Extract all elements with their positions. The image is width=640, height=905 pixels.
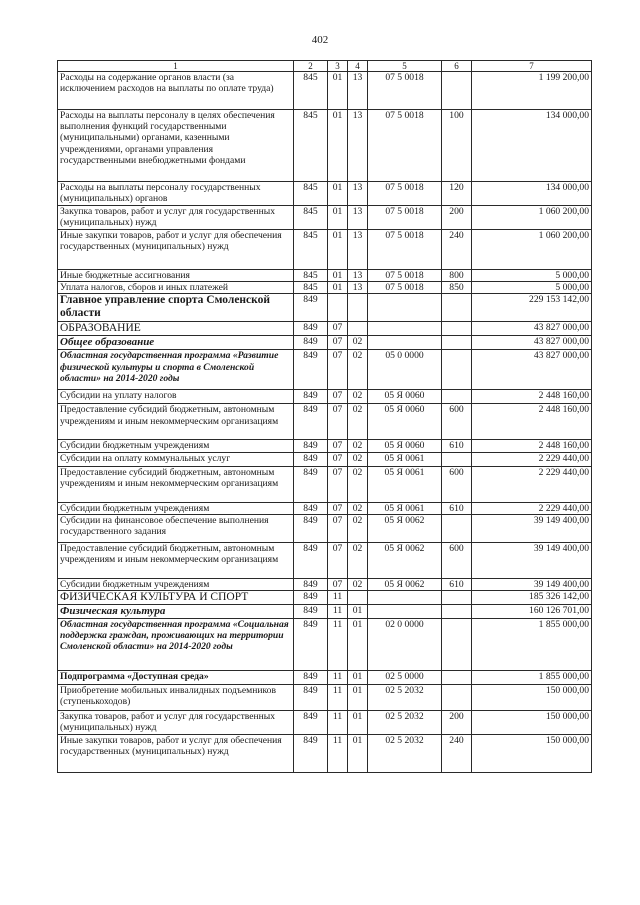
column-number-row bbox=[58, 61, 592, 72]
table-row bbox=[58, 542, 592, 578]
admin-code-cell: 849 bbox=[294, 466, 328, 502]
expense-type-cell: 240 bbox=[442, 230, 472, 270]
table-row bbox=[58, 336, 592, 350]
budget-table bbox=[57, 60, 592, 773]
admin-code-cell: 849 bbox=[294, 735, 328, 773]
amount-cell: 43 827 000,00 bbox=[472, 350, 592, 390]
amount-cell: 5 000,00 bbox=[472, 270, 592, 282]
expense-type-cell: 600 bbox=[442, 542, 472, 578]
table-row bbox=[58, 711, 592, 735]
row-name-cell: Субсидии на оплату коммунальных услуг bbox=[58, 452, 294, 466]
amount-cell: 185 326 142,00 bbox=[472, 591, 592, 605]
admin-code-cell: 849 bbox=[294, 685, 328, 711]
expense-type-cell bbox=[442, 294, 472, 322]
subsection-code-cell: 02 bbox=[348, 542, 368, 578]
row-name-cell: Субсидии бюджетным учреждениям bbox=[58, 578, 294, 590]
row-name-cell: Физическая культура bbox=[58, 605, 294, 619]
subsection-code-cell: 13 bbox=[348, 282, 368, 294]
table-row bbox=[58, 671, 592, 685]
expense-type-cell: 200 bbox=[442, 206, 472, 230]
subsection-code-cell: 02 bbox=[348, 466, 368, 502]
admin-code-cell: 849 bbox=[294, 440, 328, 452]
table-row bbox=[58, 350, 592, 390]
section-code-cell: 01 bbox=[328, 282, 348, 294]
target-article-cell: 05 Я 0060 bbox=[368, 404, 442, 440]
column-header: 4 bbox=[348, 61, 368, 72]
column-header: 6 bbox=[442, 61, 472, 72]
section-code-cell: 01 bbox=[328, 206, 348, 230]
target-article-cell: 05 Я 0061 bbox=[368, 502, 442, 514]
section-code-cell: 11 bbox=[328, 711, 348, 735]
section-code-cell: 07 bbox=[328, 514, 348, 542]
column-header: 3 bbox=[328, 61, 348, 72]
admin-code-cell: 849 bbox=[294, 578, 328, 590]
row-name-cell: Субсидии бюджетным учреждениям bbox=[58, 440, 294, 452]
table-row bbox=[58, 452, 592, 466]
amount-cell: 2 229 440,00 bbox=[472, 452, 592, 466]
admin-code-cell: 849 bbox=[294, 605, 328, 619]
row-name-cell: Общее образование bbox=[58, 336, 294, 350]
amount-cell: 160 126 701,00 bbox=[472, 605, 592, 619]
table-row bbox=[58, 206, 592, 230]
expense-type-cell: 100 bbox=[442, 110, 472, 182]
section-code-cell: 07 bbox=[328, 502, 348, 514]
target-article-cell: 02 5 2032 bbox=[368, 685, 442, 711]
table-row bbox=[58, 270, 592, 282]
expense-type-cell bbox=[442, 390, 472, 404]
section-code-cell: 07 bbox=[328, 336, 348, 350]
target-article-cell bbox=[368, 591, 442, 605]
table-row bbox=[58, 578, 592, 590]
admin-code-cell: 849 bbox=[294, 542, 328, 578]
amount-cell: 134 000,00 bbox=[472, 182, 592, 206]
section-code-cell: 01 bbox=[328, 270, 348, 282]
amount-cell: 150 000,00 bbox=[472, 735, 592, 773]
column-header: 1 bbox=[58, 61, 294, 72]
section-code-cell: 11 bbox=[328, 671, 348, 685]
section-code-cell: 07 bbox=[328, 542, 348, 578]
column-header: 5 bbox=[368, 61, 442, 72]
section-code-cell: 01 bbox=[328, 182, 348, 206]
expense-type-cell bbox=[442, 591, 472, 605]
row-name-cell: Предоставление субсидий бюджетным, автономным учреждениям и иным некоммерческим организациям bbox=[58, 404, 294, 440]
admin-code-cell: 849 bbox=[294, 671, 328, 685]
subsection-code-cell: 13 bbox=[348, 72, 368, 110]
amount-cell: 2 448 160,00 bbox=[472, 404, 592, 440]
table-row bbox=[58, 390, 592, 404]
admin-code-cell: 845 bbox=[294, 282, 328, 294]
table-row bbox=[58, 440, 592, 452]
admin-code-cell: 849 bbox=[294, 294, 328, 322]
admin-code-cell: 849 bbox=[294, 619, 328, 671]
expense-type-cell: 800 bbox=[442, 270, 472, 282]
subsection-code-cell bbox=[348, 294, 368, 322]
expense-type-cell: 200 bbox=[442, 711, 472, 735]
subsection-code-cell: 01 bbox=[348, 671, 368, 685]
row-name-cell: Иные закупки товаров, работ и услуг для обеспечения государственных (муниципальных) нужд bbox=[58, 230, 294, 270]
amount-cell: 5 000,00 bbox=[472, 282, 592, 294]
amount-cell: 1 855 000,00 bbox=[472, 619, 592, 671]
section-code-cell: 11 bbox=[328, 735, 348, 773]
target-article-cell: 02 5 2032 bbox=[368, 735, 442, 773]
section-code-cell: 07 bbox=[328, 404, 348, 440]
target-article-cell: 07 5 0018 bbox=[368, 182, 442, 206]
admin-code-cell: 849 bbox=[294, 452, 328, 466]
section-code-cell: 01 bbox=[328, 110, 348, 182]
section-code-cell: 07 bbox=[328, 466, 348, 502]
amount-cell: 134 000,00 bbox=[472, 110, 592, 182]
target-article-cell: 05 Я 0060 bbox=[368, 390, 442, 404]
admin-code-cell: 849 bbox=[294, 514, 328, 542]
subsection-code-cell: 01 bbox=[348, 685, 368, 711]
section-code-cell: 11 bbox=[328, 685, 348, 711]
subsection-code-cell: 13 bbox=[348, 110, 368, 182]
admin-code-cell: 849 bbox=[294, 502, 328, 514]
target-article-cell bbox=[368, 322, 442, 336]
admin-code-cell: 849 bbox=[294, 404, 328, 440]
table-row bbox=[58, 735, 592, 773]
amount-cell: 2 448 160,00 bbox=[472, 440, 592, 452]
page-number: 402 bbox=[311, 34, 329, 46]
subsection-code-cell: 02 bbox=[348, 390, 368, 404]
subsection-code-cell: 02 bbox=[348, 514, 368, 542]
table-body bbox=[58, 72, 592, 773]
target-article-cell: 02 5 2032 bbox=[368, 711, 442, 735]
row-name-cell: Уплата налогов, сборов и иных платежей bbox=[58, 282, 294, 294]
subsection-code-cell: 13 bbox=[348, 206, 368, 230]
amount-cell: 2 229 440,00 bbox=[472, 502, 592, 514]
table-row bbox=[58, 230, 592, 270]
target-article-cell: 05 Я 0062 bbox=[368, 542, 442, 578]
table-row bbox=[58, 591, 592, 605]
section-code-cell: 11 bbox=[328, 619, 348, 671]
amount-cell: 2 448 160,00 bbox=[472, 390, 592, 404]
admin-code-cell: 849 bbox=[294, 711, 328, 735]
admin-code-cell: 849 bbox=[294, 322, 328, 336]
subsection-code-cell bbox=[348, 322, 368, 336]
section-code-cell: 01 bbox=[328, 230, 348, 270]
row-name-cell: ФИЗИЧЕСКАЯ КУЛЬТУРА И СПОРТ bbox=[58, 591, 294, 605]
amount-cell: 43 827 000,00 bbox=[472, 336, 592, 350]
expense-type-cell bbox=[442, 671, 472, 685]
row-name-cell: Расходы на выплаты персоналу государственных (муниципальных) органов bbox=[58, 182, 294, 206]
admin-code-cell: 849 bbox=[294, 336, 328, 350]
target-article-cell: 05 0 0000 bbox=[368, 350, 442, 390]
row-name-cell: Иные бюджетные ассигнования bbox=[58, 270, 294, 282]
expense-type-cell bbox=[442, 350, 472, 390]
amount-cell: 1 199 200,00 bbox=[472, 72, 592, 110]
target-article-cell: 07 5 0018 bbox=[368, 282, 442, 294]
target-article-cell: 02 5 0000 bbox=[368, 671, 442, 685]
admin-code-cell: 845 bbox=[294, 182, 328, 206]
row-name-cell: Субсидии на уплату налогов bbox=[58, 390, 294, 404]
target-article-cell: 07 5 0018 bbox=[368, 110, 442, 182]
subsection-code-cell: 01 bbox=[348, 711, 368, 735]
table-row bbox=[58, 514, 592, 542]
row-name-cell: Расходы на выплаты персоналу в целях обеспечения выполнения функций государственными (муниципальными) органами, казенными учреждениями, органами управления государственными внебюджетными фондами bbox=[58, 110, 294, 182]
section-code-cell: 11 bbox=[328, 591, 348, 605]
row-name-cell: Приобретение мобильных инвалидных подъемников (ступенькоходов) bbox=[58, 685, 294, 711]
admin-code-cell: 845 bbox=[294, 110, 328, 182]
section-code-cell: 07 bbox=[328, 322, 348, 336]
subsection-code-cell: 01 bbox=[348, 605, 368, 619]
target-article-cell bbox=[368, 336, 442, 350]
target-article-cell: 05 Я 0060 bbox=[368, 440, 442, 452]
target-article-cell bbox=[368, 605, 442, 619]
target-article-cell: 07 5 0018 bbox=[368, 230, 442, 270]
section-code-cell: 07 bbox=[328, 452, 348, 466]
table-row bbox=[58, 605, 592, 619]
row-name-cell: Предоставление субсидий бюджетным, автономным учреждениям и иным некоммерческим организациям bbox=[58, 542, 294, 578]
column-header: 2 bbox=[294, 61, 328, 72]
amount-cell: 43 827 000,00 bbox=[472, 322, 592, 336]
admin-code-cell: 849 bbox=[294, 591, 328, 605]
row-name-cell: Иные закупки товаров, работ и услуг для обеспечения государственных (муниципальных) нужд bbox=[58, 735, 294, 773]
table-row bbox=[58, 404, 592, 440]
target-article-cell: 05 Я 0061 bbox=[368, 452, 442, 466]
row-name-cell: Предоставление субсидий бюджетным, автономным учреждениям и иным некоммерческим организациям bbox=[58, 466, 294, 502]
amount-cell: 1 060 200,00 bbox=[472, 230, 592, 270]
section-code-cell: 01 bbox=[328, 72, 348, 110]
row-name-cell: Главное управление спорта Смоленской области bbox=[58, 294, 294, 322]
amount-cell: 150 000,00 bbox=[472, 711, 592, 735]
row-name-cell: ОБРАЗОВАНИЕ bbox=[58, 322, 294, 336]
row-name-cell: Субсидии бюджетным учреждениям bbox=[58, 502, 294, 514]
admin-code-cell: 849 bbox=[294, 350, 328, 390]
target-article-cell: 05 Я 0062 bbox=[368, 514, 442, 542]
admin-code-cell: 849 bbox=[294, 390, 328, 404]
target-article-cell: 05 Я 0061 bbox=[368, 466, 442, 502]
subsection-code-cell: 02 bbox=[348, 336, 368, 350]
amount-cell: 2 229 440,00 bbox=[472, 466, 592, 502]
target-article-cell: 07 5 0018 bbox=[368, 270, 442, 282]
table-row bbox=[58, 619, 592, 671]
row-name-cell: Закупка товаров, работ и услуг для государственных (муниципальных) нужд bbox=[58, 206, 294, 230]
target-article-cell: 07 5 0018 bbox=[368, 72, 442, 110]
expense-type-cell: 240 bbox=[442, 735, 472, 773]
expense-type-cell: 600 bbox=[442, 466, 472, 502]
table-row bbox=[58, 294, 592, 322]
subsection-code-cell: 02 bbox=[348, 404, 368, 440]
expense-type-cell bbox=[442, 336, 472, 350]
table-row bbox=[58, 110, 592, 182]
subsection-code-cell: 01 bbox=[348, 735, 368, 773]
section-code-cell bbox=[328, 294, 348, 322]
expense-type-cell bbox=[442, 605, 472, 619]
table-row bbox=[58, 685, 592, 711]
section-code-cell: 07 bbox=[328, 350, 348, 390]
row-name-cell: Областная государственная программа «Социальная поддержка граждан, проживающих на территории Смоленской области» на 2014-2020 годы bbox=[58, 619, 294, 671]
expense-type-cell bbox=[442, 72, 472, 110]
expense-type-cell bbox=[442, 685, 472, 711]
row-name-cell: Расходы на содержание органов власти (за исключением расходов на выплаты по оплате труда) bbox=[58, 72, 294, 110]
target-article-cell bbox=[368, 294, 442, 322]
section-code-cell: 07 bbox=[328, 390, 348, 404]
table-row bbox=[58, 502, 592, 514]
expense-type-cell: 610 bbox=[442, 578, 472, 590]
table-row bbox=[58, 466, 592, 502]
subsection-code-cell: 02 bbox=[348, 578, 368, 590]
amount-cell: 229 153 142,00 bbox=[472, 294, 592, 322]
subsection-code-cell: 02 bbox=[348, 452, 368, 466]
expense-type-cell bbox=[442, 452, 472, 466]
expense-type-cell bbox=[442, 619, 472, 671]
row-name-cell: Субсидии на финансовое обеспечение выполнения государственного задания bbox=[58, 514, 294, 542]
section-code-cell: 07 bbox=[328, 578, 348, 590]
column-header: 7 bbox=[472, 61, 592, 72]
table-row bbox=[58, 182, 592, 206]
expense-type-cell: 610 bbox=[442, 440, 472, 452]
subsection-code-cell: 13 bbox=[348, 270, 368, 282]
table-row bbox=[58, 282, 592, 294]
row-name-cell: Областная государственная программа «Развитие физической культуры и спорта в Смоленской области» на 2014-2020 годы bbox=[58, 350, 294, 390]
table-row bbox=[58, 322, 592, 336]
row-name-cell: Закупка товаров, работ и услуг для государственных (муниципальных) нужд bbox=[58, 711, 294, 735]
subsection-code-cell bbox=[348, 591, 368, 605]
expense-type-cell bbox=[442, 514, 472, 542]
admin-code-cell: 845 bbox=[294, 230, 328, 270]
amount-cell: 1 855 000,00 bbox=[472, 671, 592, 685]
amount-cell: 39 149 400,00 bbox=[472, 578, 592, 590]
table-row bbox=[58, 72, 592, 110]
expense-type-cell: 120 bbox=[442, 182, 472, 206]
subsection-code-cell: 01 bbox=[348, 619, 368, 671]
admin-code-cell: 845 bbox=[294, 72, 328, 110]
amount-cell: 39 149 400,00 bbox=[472, 514, 592, 542]
row-name-cell: Подпрограмма «Доступная среда» bbox=[58, 671, 294, 685]
subsection-code-cell: 13 bbox=[348, 230, 368, 270]
subsection-code-cell: 02 bbox=[348, 440, 368, 452]
subsection-code-cell: 13 bbox=[348, 182, 368, 206]
amount-cell: 1 060 200,00 bbox=[472, 206, 592, 230]
section-code-cell: 11 bbox=[328, 605, 348, 619]
expense-type-cell: 610 bbox=[442, 502, 472, 514]
target-article-cell: 07 5 0018 bbox=[368, 206, 442, 230]
subsection-code-cell: 02 bbox=[348, 502, 368, 514]
target-article-cell: 05 Я 0062 bbox=[368, 578, 442, 590]
section-code-cell: 07 bbox=[328, 440, 348, 452]
admin-code-cell: 845 bbox=[294, 206, 328, 230]
amount-cell: 39 149 400,00 bbox=[472, 542, 592, 578]
target-article-cell: 02 0 0000 bbox=[368, 619, 442, 671]
subsection-code-cell: 02 bbox=[348, 350, 368, 390]
amount-cell: 150 000,00 bbox=[472, 685, 592, 711]
admin-code-cell: 845 bbox=[294, 270, 328, 282]
expense-type-cell: 600 bbox=[442, 404, 472, 440]
expense-type-cell bbox=[442, 322, 472, 336]
expense-type-cell: 850 bbox=[442, 282, 472, 294]
